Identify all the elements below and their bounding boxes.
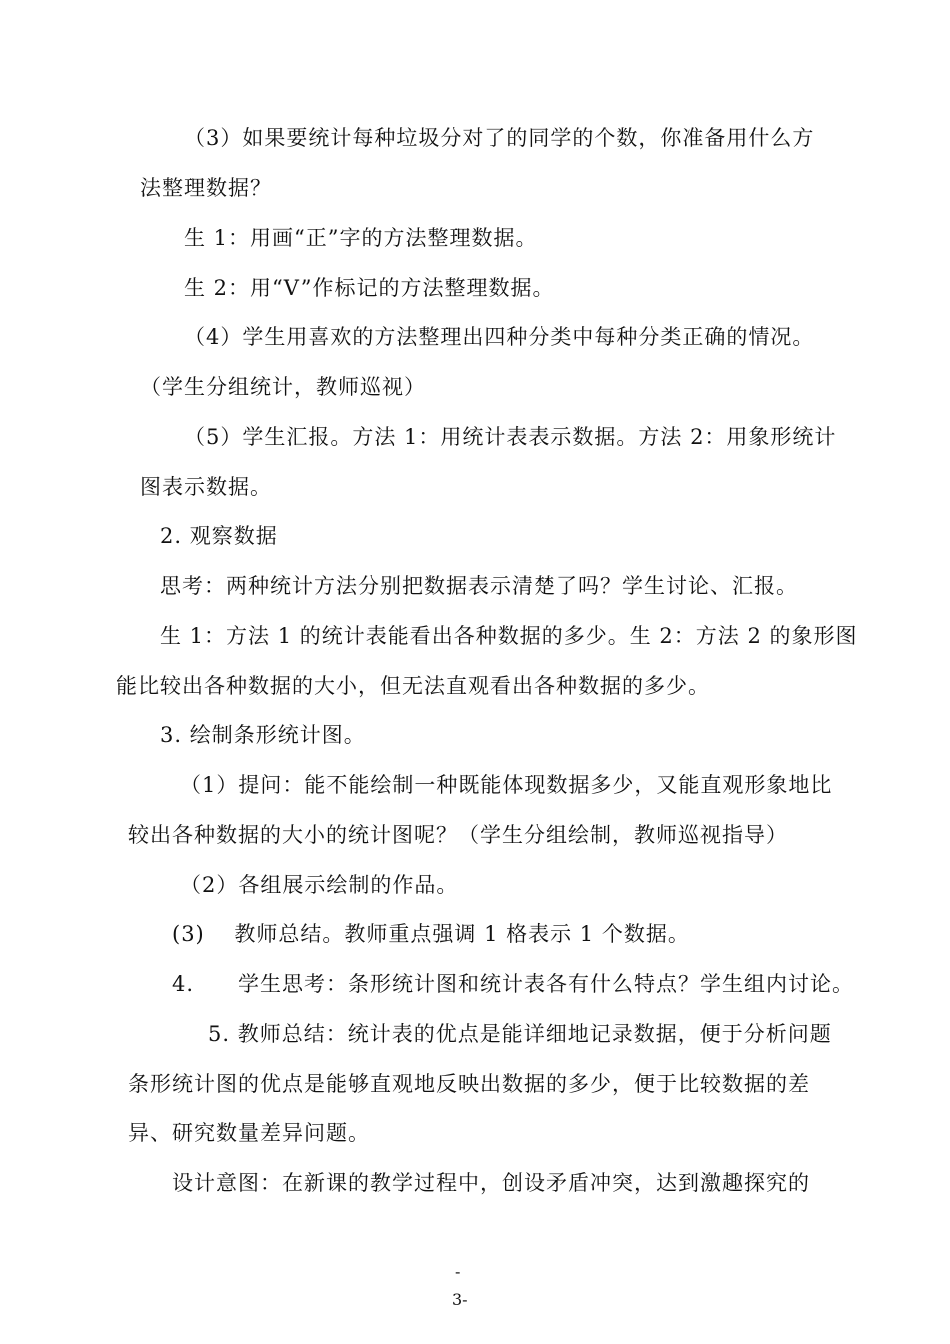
paragraph-line: 思考：两种统计方法分别把数据表示清楚了吗？学生讨论、汇报。 [160,574,798,598]
paragraph-line: （1）提问：能不能绘制一种既能体现数据多少，又能直观形象地比 [180,773,833,797]
paragraph-line: 生 1：方法 1 的统计表能看出各种数据的多少。生 2：方法 2 的象形图 [160,624,858,648]
paragraph-line: 生 2：用“V”作标记的方法整理数据。 [184,276,555,300]
paragraph-line: （3）如果要统计每种垃圾分对了的同学的个数，你准备用什么方 [184,126,815,150]
paragraph-line: （学生分组统计，教师巡视） [140,375,426,399]
paragraph-line: 设计意图：在新课的教学过程中，创设矛盾冲突，达到激趣探究的 [172,1171,810,1195]
paragraph-line: 4. 学生思考：条形统计图和统计表各有什么特点？学生组内讨论。 [172,972,855,996]
paragraph-line: 图表示数据。 [140,475,272,499]
paragraph-line: （5）学生汇报。方法 1：用统计表表示数据。方法 2：用象形统计 [184,425,837,449]
paragraph-line: 较出各种数据的大小的统计图呢？（学生分组绘制，教师巡视指导） [128,823,788,847]
paragraph-line: 法整理数据？ [140,176,272,200]
page-number: 3- [452,1290,468,1309]
paragraph-line: 能比较出各种数据的大小，但无法直观看出各种数据的多少。 [116,674,710,698]
paragraph-line: 异、研究数量差异问题。 [128,1121,370,1145]
paragraph-line: 条形统计图的优点是能够直观地反映出数据的多少，便于比较数据的差 [128,1072,810,1096]
footer-dash: - [455,1262,461,1281]
paragraph-line: （4）学生用喜欢的方法整理出四种分类中每种分类正确的情况。 [184,325,815,349]
paragraph-line: （2）各组展示绘制的作品。 [180,873,459,897]
section-heading: 2. 观察数据 [160,524,278,548]
paragraph-line: (3) 教师总结。教师重点强调 1 格表示 1 个数据。 [172,922,690,946]
paragraph-line: 5. 教师总结：统计表的优点是能详细地记录数据，便于分析问题 [208,1022,832,1046]
paragraph-line: 生 1：用画“正”字的方法整理数据。 [184,226,538,250]
section-heading: 3. 绘制条形统计图。 [160,723,366,747]
